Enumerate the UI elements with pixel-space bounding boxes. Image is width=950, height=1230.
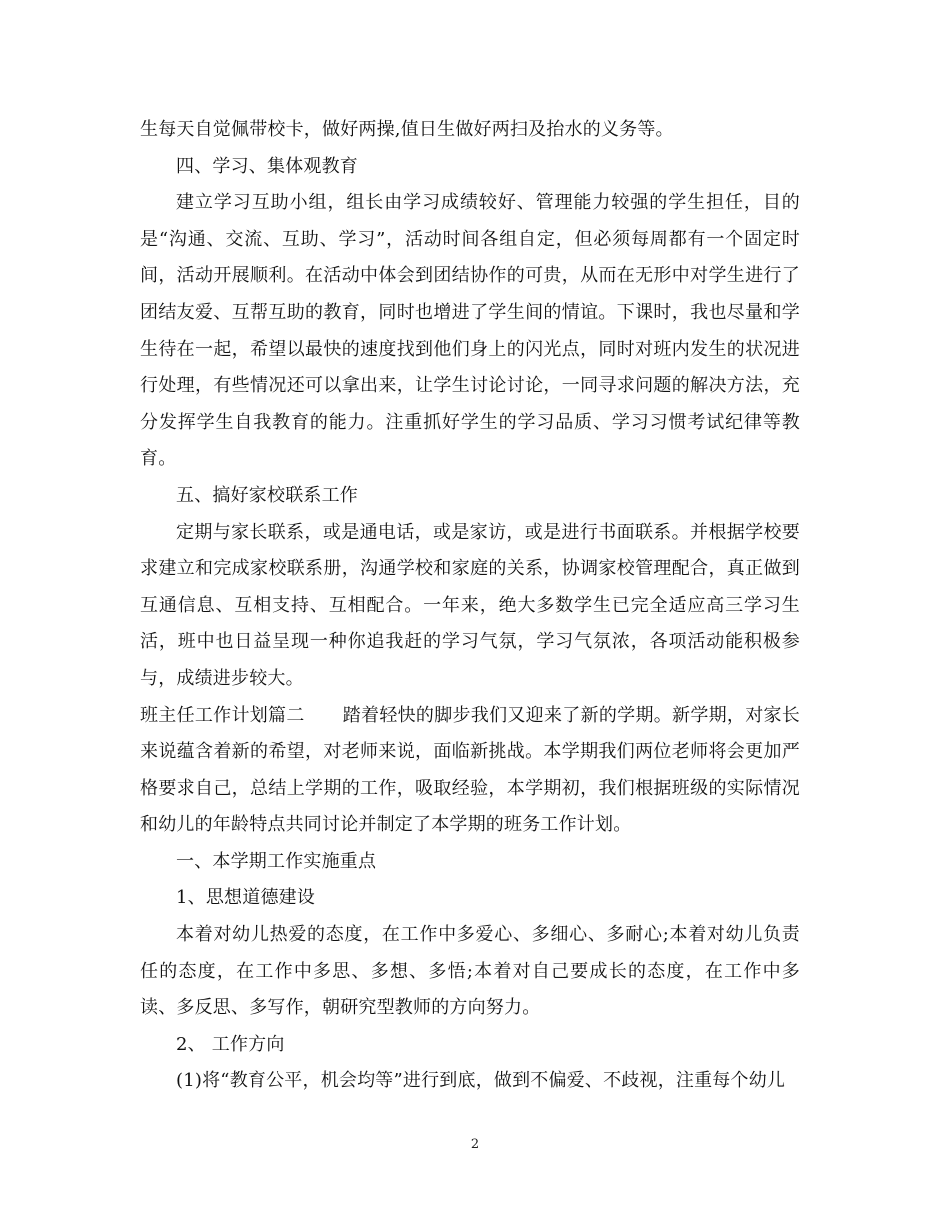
- paragraph-home-school-contact: 定期与家长联系，或是通电话，或是家访，或是进行书面联系。并根据学校要求建立和完成家校联系册，沟通学校和家庭的关系，协调家校管理配合，真正做到互通信息、互相支持、互相配合。一年来，绝大多数学生已完全适应高三学习生活，班中也日益呈现一种你追我赶的学习气氛，学习气氛浓，各项活动能积极参与，成绩进步较大。: [140, 521, 800, 689]
- page-number: 2: [470, 1137, 480, 1152]
- heading-moral-construction: 1、思想道德建设: [176, 887, 316, 909]
- heading-study-collective-education: 四、学习、集体观教育: [176, 155, 358, 177]
- paragraph-continuation: 生每天自觉佩带校卡，做好两操,值日生做好两扫及抬水的义务等。: [140, 119, 674, 140]
- section-head-teacher-plan-two: [140, 698, 800, 844]
- heading-home-school-contact: 五、搞好家校联系工作: [176, 484, 358, 506]
- heading-work-direction: 2、 工作方向: [176, 1033, 285, 1055]
- heading-semester-focus: 一、本学期工作实施重点: [176, 850, 377, 872]
- section-intro-text: 踏着轻快的脚步我们又迎来了新的学期。新学期，对家长来说蕴含着新的希望，对老师来说，面临新挑战。本学期我们两位老师将会更加严格要求自己，总结上学期的工作，吸取经验，本学期初，我们根据班级的实际情况和幼儿的年龄特点共同讨论并制定了本学期的班务工作计划。: [140, 704, 800, 836]
- document-body: [140, 112, 800, 1100]
- paragraph-education-fairness: (1)将“教育公平，机会均等”进行到底，做到不偏爱、不歧视，注重每个幼儿: [176, 1070, 786, 1092]
- paragraph-study-groups: 建立学习互助小组，组长由学习成绩较好、管理能力较强的学生担任，目的是“沟通、交流、互助、学习”，活动时间各组自定，但必须每周都有一个固定时间，活动开展顺利。在活动中体会到团结协作的可贵，从而在无形中对学生进行了团结友爱、互帮互助的教育，同时也增进了学生间的情谊。下课时，我也尽量和学生待在一起，希望以最快的速度找到他们身上的闪光点，同时对班内发生的状况进行处理，有些情况还可以拿出来，让学生讨论讨论，一同寻求问题的解决方法，充分发挥学生自我教育的能力。注重抓好学生的学习品质、学习习惯考试纪律等教育。: [140, 192, 800, 470]
- section-title: 班主任工作计划篇二: [140, 704, 305, 726]
- paragraph-moral-construction: 本着对幼儿热爱的态度，在工作中多爱心、多细心、多耐心;本着对幼儿负责任的态度，在工作中多思、多想、多悟;本着对自己要成长的态度，在工作中多读、多反思、多写作，朝研究型教师的方向努力。: [140, 924, 800, 1019]
